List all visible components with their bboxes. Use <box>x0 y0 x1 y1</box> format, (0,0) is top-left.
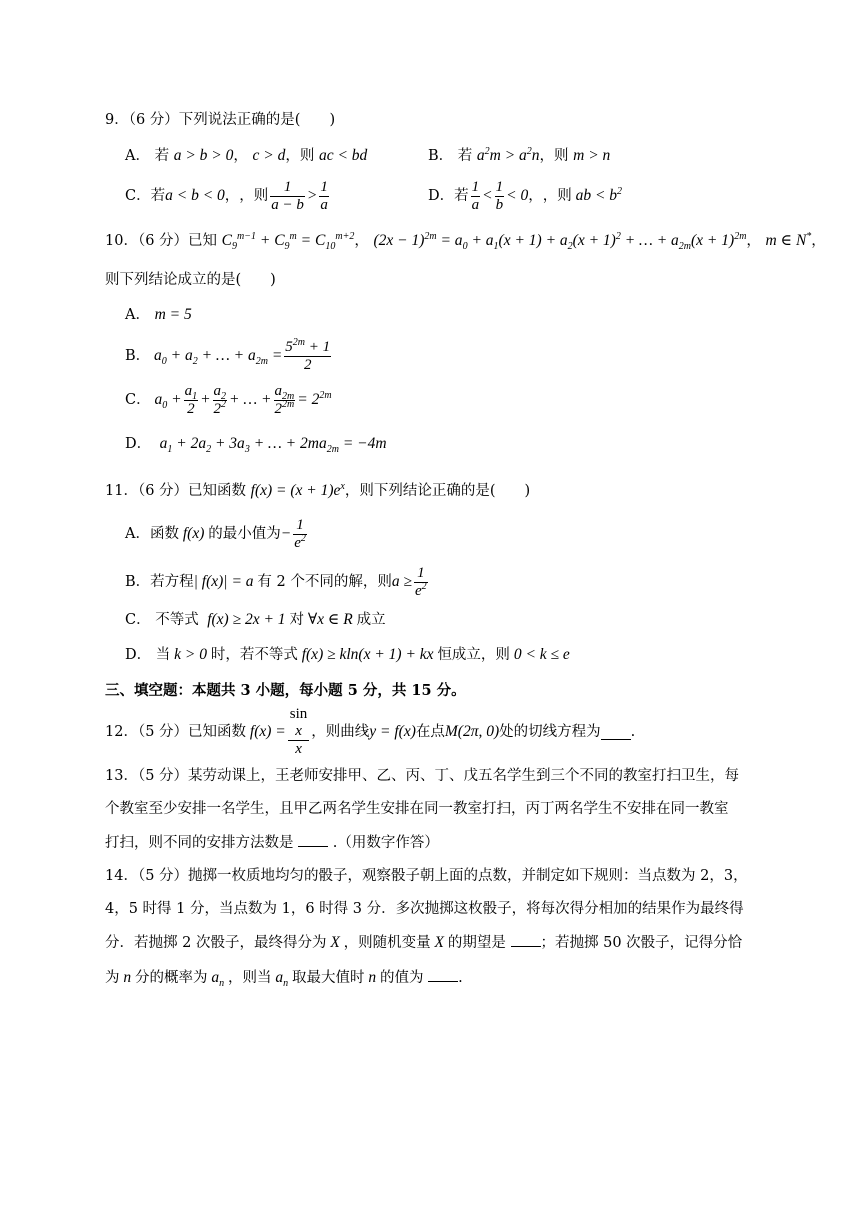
option-text: 若方程 <box>150 574 194 590</box>
stem-text: . <box>458 970 463 986</box>
q10-option-d <box>125 434 387 454</box>
answer-blank <box>428 967 458 982</box>
stem-text: 10．（6 分）已知 <box>105 233 218 249</box>
answer-blank <box>601 725 631 740</box>
option-text: 不等式 <box>155 612 199 628</box>
stem-text: .（用数字作答） <box>332 835 439 851</box>
stem-text: 处的切线方程为 <box>499 724 601 740</box>
fraction: $\frac{1}{a}$ <box>471 178 480 213</box>
option-text: 若 <box>150 188 166 204</box>
stem-text: ，则下列结论正确的是( ) <box>344 483 531 499</box>
stem-text: ，则曲线 <box>311 724 370 740</box>
fraction: $\frac{a_{2m}}{2^{2m}}$ <box>274 382 295 417</box>
option-label: D． <box>125 436 152 452</box>
q9-option-c: C． 若 a < b < 0 ， ，则 $\frac{1}{a - b}$ > $\frac{1}{a}$ <box>125 178 328 213</box>
q11-option-d <box>125 645 570 665</box>
stem-text: 的期望是 <box>447 935 506 951</box>
math: f(x) <box>178 525 209 542</box>
answer-blank <box>298 832 328 847</box>
stem-text: 的值为 <box>380 970 424 986</box>
math: | f(x)| = a <box>193 573 258 590</box>
q13-line2: 个教室至少安排一名学生，且甲乙两名学生安排在同一教室打扫，丙丁两名学生不安排在同一教室 <box>105 801 729 817</box>
fraction: $\frac{a_2}{2^2}$ <box>213 382 227 417</box>
q14-line1: 14．（5 分）抛掷一枚质地均匀的骰子，观察骰子朝上面的点数，并制定如下规则：当点数为 2，3， <box>105 868 748 884</box>
option-text: 的最小值为 <box>208 526 281 542</box>
option-label: C． <box>125 392 151 408</box>
math: X <box>430 934 448 951</box>
stem-text: 在点 <box>415 724 445 740</box>
option-text: ，则 <box>239 188 269 204</box>
stem-text: ，则随机变量 <box>343 935 431 951</box>
option-text: 若 <box>454 188 469 204</box>
math: n <box>364 969 380 986</box>
stem-text: 分．若抛掷 2 次骰子，最终得分为 <box>105 935 327 951</box>
q9-stem: 9．（6 分）下列说法正确的是( ) <box>105 112 336 128</box>
q10-stem: 10．（6 分）已知 $C_9^{m-1} + C_9^m = C_{10}^{m+2}$， $(2x - 1)^{2m} = a_0 + a_1(x + 1) + a_2(x + 1)^2$ + … + $a_{2m}(x + 1)^{2m}$， m ∈ N*， <box>105 230 826 253</box>
math: $a_n$ <box>207 969 225 990</box>
option-text: 有 2 个不同的解，则 <box>257 574 392 590</box>
option-text: 时，若不等式 <box>210 647 298 663</box>
stem-text: ；若抛掷 50 次骰子，记得分恰 <box>540 935 743 951</box>
option-label: B． <box>428 148 454 164</box>
q10-option-a <box>125 305 192 325</box>
q12 <box>105 706 636 757</box>
math: $a^2m > a^2n$ <box>476 145 540 164</box>
math: f(x) ≥ kln(x + 1) + kx <box>297 646 438 663</box>
math: $a_1 + 2a_2 + 3a_3$ + … + $2ma_{2m} = -4m$ <box>155 435 387 456</box>
option-text: ，则 <box>539 148 569 164</box>
math: m > n <box>573 147 611 164</box>
math: 0 < k ≤ e <box>509 646 570 663</box>
stem-text: 取最大值时 <box>292 970 365 986</box>
fraction: $\frac{1}{b}$ <box>495 178 504 213</box>
q13-line1: 13．（5 分）某劳动课上，王老师安排甲、乙、丙、丁、戊五名学生到三个不同的教室打扫卫生，每 <box>105 768 740 784</box>
option-label: D． <box>428 188 455 204</box>
option-text: 函数 <box>149 526 179 542</box>
q11-option-a: A． 函数 f(x) 的最小值为 − $\frac{1}{e^2}$ <box>125 516 306 551</box>
fraction: $\frac{1}{e^2}$ <box>415 564 427 599</box>
q10-option-b <box>125 336 333 376</box>
option-label: C． <box>125 188 151 204</box>
option-text: 成立 <box>356 612 386 628</box>
option-label: A． <box>125 307 150 323</box>
math: m ∈ N* <box>765 230 812 249</box>
math: X <box>326 934 344 951</box>
option-text: 若 <box>457 148 473 164</box>
math: $a_n$ <box>271 969 289 990</box>
answer-blank <box>511 932 541 947</box>
option-text: ，则 <box>285 148 315 164</box>
math: a < b < 0 <box>165 187 225 204</box>
q11-option-c <box>125 610 386 630</box>
stem-text: ，则当 <box>228 970 272 986</box>
stem-text: 11．（6 分）已知函数 <box>105 483 247 499</box>
option-text: 当 <box>155 647 171 663</box>
option-text: 恒成立，则 <box>437 647 510 663</box>
fraction: $\frac{1}{e^2}$ <box>294 516 306 551</box>
q11-option-b: B． 若方程 | f(x)| = a 有 2 个不同的解，则 a ≥ $\frac{1}{e^2}$ <box>125 564 427 599</box>
section-heading: 三、填空题：本题共 3 小题，每小题 5 分，共 15 分。 <box>105 682 466 699</box>
q10-option-c: C． $a_0$ + $\frac{a_1}{2}$ + $\frac{a_2}{2^2}$ + … + $\frac{a_{2m}}{2^{2m}}$ = $2^{2m}$ <box>125 382 332 417</box>
fraction: sin x x <box>289 706 308 757</box>
q10-stem-line2: 则下列结论成立的是( ) <box>105 272 276 288</box>
math: M(2π, 0) <box>444 723 500 740</box>
q14-line4 <box>105 967 463 988</box>
math: c > d <box>252 147 286 164</box>
math: $a_0 + a_2$ + … + $a_{2m}$ = <box>150 347 283 368</box>
q14-line3 <box>105 932 742 953</box>
math: f(x) ≥ 2x + 1 <box>203 611 290 628</box>
stem-text: 12．（5 分）已知函数 <box>105 724 247 740</box>
stem-text: . <box>630 724 636 740</box>
option-label: C． <box>125 612 151 628</box>
fraction: $\frac{1}{a - b}$ <box>271 178 304 213</box>
math: m = 5 <box>154 306 192 323</box>
q9-option-a: A． 若 a > b > 0， c > d，则 ac < bd <box>125 147 368 164</box>
math: f(x) = <box>246 723 286 740</box>
math: $f(x) = (x + 1)e^x$ <box>250 480 345 499</box>
math: $a_0$ + <box>150 391 182 412</box>
math: ab < $b^2$ <box>571 185 623 204</box>
fraction: $\frac{a_1}{2}$ <box>184 382 198 417</box>
option-text: 对 <box>289 612 304 628</box>
math: a > b > 0 <box>173 147 234 164</box>
fraction: $\frac{1}{a}$ <box>320 178 328 213</box>
math: ac < bd <box>318 147 368 164</box>
option-label: A． <box>125 148 150 164</box>
q14-line2: 4，5 时得 1 分，当点数为 1，6 时得 3 分．多次抛掷这枚骰子，将每次得分相加的结果作为最终得 <box>105 901 744 917</box>
q9-option-d: D． 若 $\frac{1}{a}$ < $\frac{1}{b}$ < 0 ， ，则 ab < $b^2$ <box>428 178 623 213</box>
math: k > 0 <box>170 646 211 663</box>
math: y = f(x) <box>369 723 416 740</box>
option-label: B． <box>125 574 151 590</box>
stem-text: 为 <box>105 970 120 986</box>
q13-line3 <box>105 832 439 853</box>
math: ∀x ∈ R <box>303 611 357 628</box>
option-label: B． <box>125 348 151 364</box>
math: $(2x - 1)^{2m} = a_0 + a_1(x + 1) + a_2(x + 1)^2$ + … + $a_{2m}(x + 1)^{2m}$ <box>373 230 747 253</box>
math: n <box>119 969 135 986</box>
q11-stem <box>105 481 530 501</box>
fraction: $\frac{5^{2m} + 1}{2}$ <box>285 336 331 373</box>
option-label: A． <box>125 526 150 542</box>
stem-text: 分的概率为 <box>135 970 208 986</box>
option-text: 若 <box>154 148 170 164</box>
option-label: D． <box>125 647 152 663</box>
option-text: ，则 <box>542 188 572 204</box>
stem-text: 打扫，则不同的安排方法数是 <box>105 835 294 851</box>
math: $C_9^{m-1} + C_9^m = C_{10}^{m+2}$ <box>221 230 355 253</box>
q9-option-b <box>428 146 610 166</box>
